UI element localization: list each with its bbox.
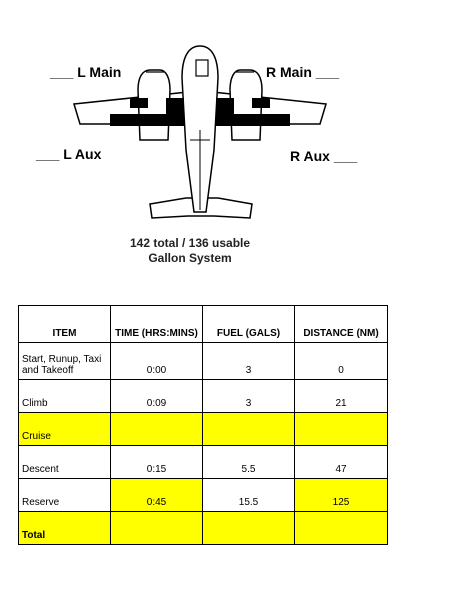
cell-time — [111, 512, 203, 545]
capacity-caption-line2: Gallon System — [148, 251, 232, 265]
cell-item: Start, Runup, Taxi and Takeoff — [19, 343, 111, 380]
table-row — [19, 343, 388, 380]
cell-fuel: 3 — [203, 343, 295, 380]
cell-distance — [295, 413, 388, 446]
cell-fuel — [203, 413, 295, 446]
r-main-label: R Main ___ — [266, 64, 340, 80]
header-fuel: FUEL (GALS) — [203, 306, 295, 343]
cell-item: Cruise — [19, 413, 111, 446]
cell-fuel: 5.5 — [203, 446, 295, 479]
cell-time: 0:00 — [111, 343, 203, 380]
cell-distance: 0 — [295, 343, 388, 380]
cell-distance: 21 — [295, 380, 388, 413]
cell-distance: 47 — [295, 446, 388, 479]
header-time: TIME (HRS:MINS) — [111, 306, 203, 343]
fuel-planning-table — [18, 305, 388, 545]
table-header-row — [19, 306, 388, 343]
table-row — [19, 380, 388, 413]
cell-fuel: 15.5 — [203, 479, 295, 512]
cell-distance: 125 — [295, 479, 388, 512]
cell-fuel: 3 — [203, 380, 295, 413]
cell-time: 0:15 — [111, 446, 203, 479]
cell-fuel — [203, 512, 295, 545]
cell-item: Climb — [19, 380, 111, 413]
l-main-tank — [166, 98, 184, 126]
r-aux-tank — [230, 114, 290, 126]
cell-time: 0:45 — [111, 479, 203, 512]
cell-item: Reserve — [19, 479, 111, 512]
r-main-tank — [216, 98, 234, 126]
l-aux-label: ___ L Aux — [36, 146, 102, 162]
capacity-caption-line1: 142 total / 136 usable — [129, 236, 251, 250]
cell-distance — [295, 512, 388, 545]
table-row — [19, 512, 388, 545]
cell-item: Descent — [19, 446, 111, 479]
header-item: ITEM — [19, 306, 111, 343]
aircraft-fuel-diagram — [0, 0, 450, 270]
r-main-outer-tank — [252, 98, 270, 108]
header-distance: DISTANCE (NM) — [295, 306, 388, 343]
cell-item: Total — [19, 512, 111, 545]
cell-time — [111, 413, 203, 446]
airplane-icon — [0, 0, 450, 270]
table-row — [19, 446, 388, 479]
l-aux-tank — [110, 114, 170, 126]
r-aux-label: R Aux ___ — [290, 148, 358, 164]
table-row — [19, 479, 388, 512]
l-main-label: ___ L Main — [50, 64, 122, 80]
table-row — [19, 413, 388, 446]
l-main-outer-tank — [130, 98, 148, 108]
cell-time: 0:09 — [111, 380, 203, 413]
